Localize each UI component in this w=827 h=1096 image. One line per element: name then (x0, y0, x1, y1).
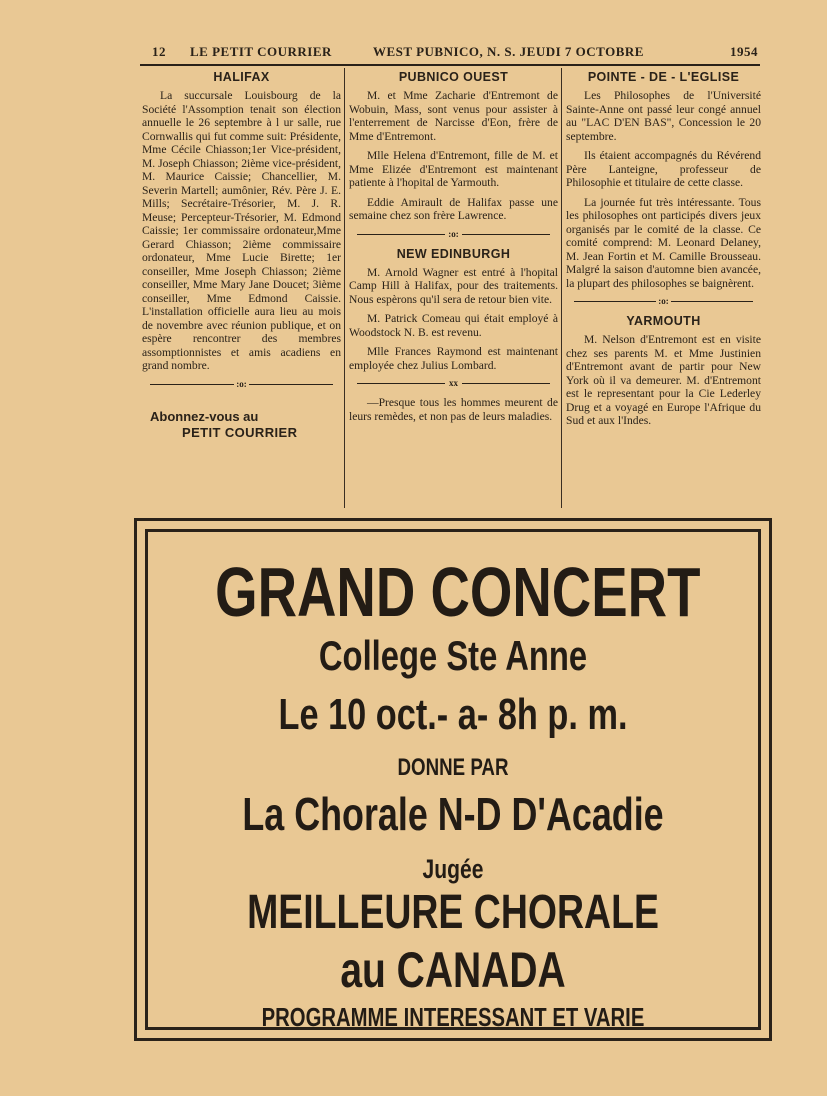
article-paragraph: M. et Mme Zacharie d'Entremont de Wobuin, Mass, sont venus pour assister à l'enterrement de Narcisse d'Eon, frère de Mme d'Entremont. (349, 89, 558, 143)
article-paragraph: Ils étaient accompagnés du Révérend Père Lanteigne, professeur de Philosophie et titulaire de cette classe. (566, 149, 761, 189)
article-paragraph: Mlle Frances Raymond est maintenant employée chez Julius Lombard. (349, 345, 558, 372)
divider: :o: (142, 379, 341, 389)
divider: :o: (349, 229, 558, 239)
ad-country: au CANADA (340, 942, 566, 998)
section-title: YARMOUTH (626, 314, 701, 328)
article-paragraph: M. Arnold Wagner est entré à l'hopital Camp Hill à Halifax, pour des traitements. Nous espèrons qu'il sera de retour bien vite. (349, 265, 558, 306)
ad-program: PROGRAMME INTERESSANT ET VARIE (261, 1002, 645, 1032)
article-paragraph: Eddie Amirault de Halifax passe une semaine chez son frère Lawrence. (349, 195, 558, 222)
article-paragraph: La journée fut très intéressante. Tous les philosophes ont participés divers jeux organisés par le comité de la classe. Ce comité comprend: M. Leonard Delaney, M. Jean Fortin et M. Camille Brousseau. Malgré la saison d'automne bien avancée, la plupart des philosophes se baignèrent. (566, 195, 761, 290)
section-title: PUBNICO OUEST (398, 70, 509, 84)
ad-venue: College Ste Anne (318, 632, 588, 679)
page-header (120, 44, 760, 64)
column-pubnico-ouest (349, 70, 558, 429)
column-rule (344, 68, 345, 508)
article-paragraph: Mlle Helena d'Entremont, fille de M. et Mme Elizée d'Entremont est maintenant patiente à l'hopital de Yarmouth. (349, 149, 558, 189)
article-paragraph: Les Philosophes de l'Université Sainte-Anne ont passé leur congé annuel au "LAC D'EN BAS", Concession le 20 septembre. (566, 89, 761, 143)
column-rule (561, 68, 562, 508)
divider: :o: (566, 296, 761, 306)
article-paragraph: La succursale Louisbourg de la Société l'Assomption tenait son élection annuelle le 26 septembre à l ur salle, rue Cornwallis qui fut comme suit: Présidente, Mme Cécile Chiasson;1er Vice-président, M. Joseph Chiasson; 2ième vice-président, M. Maurice Caissie; Chancellier, M. Severin Martell; aumônier, Rév. Père J. E. Mills; Secrétaire-Trésorier, M. J. R. Meuse; Percepteur-Trésorier, M. Edmond Caissie; 1er commissaire ordonateur,Mme Gerard Chiasson; 2ième commissaire ordonateur, Mme Lucie Birette; 1er conseiller, Mme Joseph Chiasson; 2ième conseiller, Mme Mary Jane Doucet; 3ième conseiller, Mme Edmond Caissie. L'installation officielle aura lieu au mois de novembre avec réunion publique, et on espère rencontrer des membres assomptionnistes et amis acadiens en grand nombre. (142, 89, 341, 372)
subscribe-notice (142, 409, 341, 441)
section-title: HALIFAX (213, 70, 270, 84)
ad-best-choir: MEILLEURE CHORALE (247, 886, 659, 939)
place-date: WEST PUBNICO, N. S. JEUDI 7 OCTOBRE (373, 44, 644, 59)
ad-date-time: Le 10 oct.- a- 8h p. m. (278, 690, 628, 739)
ad-given-by: DONNE PAR (397, 754, 509, 781)
column-halifax (142, 70, 341, 441)
ad-headline: GRAND CONCERT (215, 553, 701, 631)
article-paragraph: M. Patrick Comeau qui était employé à Woodstock N. B. est revenu. (349, 312, 558, 339)
section-title: POINTE - DE - L'EGLISE (587, 70, 740, 84)
paper-name: LE PETIT COURRIER (190, 44, 332, 59)
column-pointe-de-l-eglise (566, 70, 761, 434)
article-paragraph: M. Nelson d'Entremont est en visite chez ses parents M. et Mme Justinien d'Entremont avant de partir pour New York où il va demeurer. M. d'Entremont est le representant pour la Cie Lederley Drug et a voyagé en Europe l'Afrique du Sud et aux l'Indes. (566, 333, 761, 427)
subscribe-line: PETIT COURRIER (182, 424, 298, 440)
advertisement-inner-border (145, 529, 761, 1030)
subscribe-line: Abonnez-vous au (150, 408, 259, 424)
ad-judged: Jugée (422, 854, 484, 884)
page-number: 12 (152, 44, 166, 59)
ad-choir-name: La Chorale N-D D'Acadie (242, 788, 664, 840)
section-title: NEW EDINBURGH (396, 246, 511, 261)
quote-paragraph: —Presque tous les hommes meurent de leurs remèdes, et non pas de leurs maladies. (349, 396, 558, 423)
concert-advertisement (134, 518, 772, 1041)
year: 1954 (730, 44, 758, 59)
divider: xx (349, 378, 558, 388)
header-rule (140, 64, 760, 66)
